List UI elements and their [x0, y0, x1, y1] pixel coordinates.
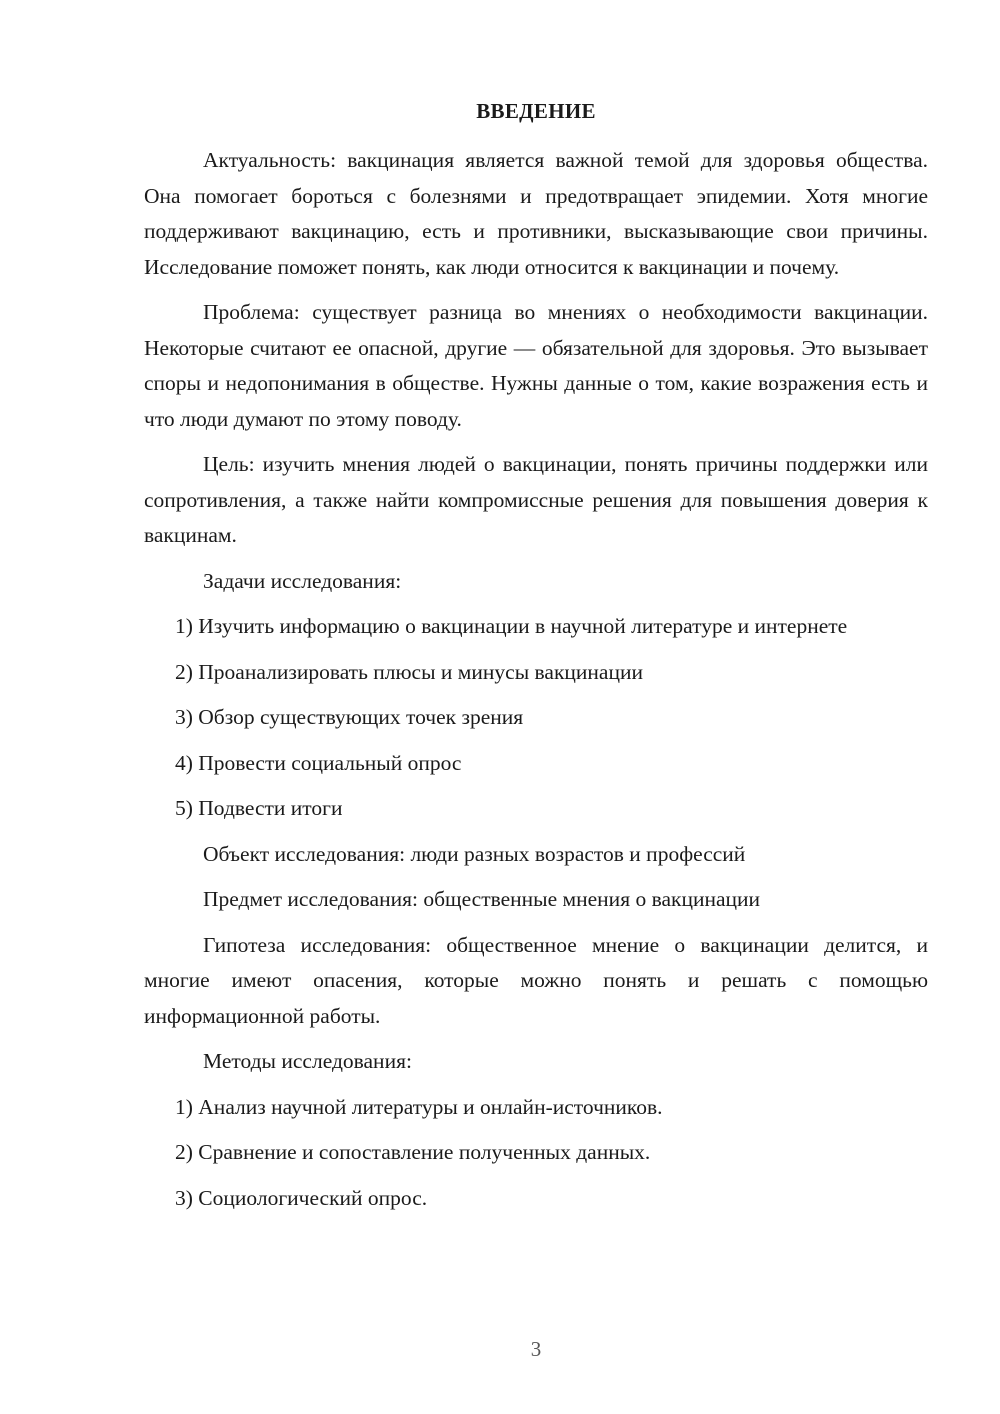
object-paragraph: Объект исследования: люди разных возрастов и профессий [203, 841, 746, 866]
list-item: 3) Социологический опрос. [175, 1185, 428, 1210]
document-page [144, 0, 928, 1414]
list-item: 2) Проанализировать плюсы и минусы вакцинации [175, 659, 643, 684]
list-item: 3) Обзор существующих точек зрения [175, 705, 524, 729]
list-item: 1) Изучить информацию о вакцинации в научной литературе и интернете [175, 614, 848, 638]
list-item: 4) Провести социальный опрос [175, 750, 462, 775]
list-item: 2) Сравнение и сопоставление полученных данных. [175, 1140, 651, 1164]
goal-paragraph: Цель: изучить мнения людей о вакцинации, понять причины поддержки или сопротивления, а также найти компромиссные решения для повышения доверия к вакцинам. [144, 452, 928, 547]
list-item: 1) Анализ научной литературы и онлайн-источников. [175, 1094, 663, 1119]
list-item: 5) Подвести итоги [175, 796, 343, 820]
page-number: 3 [530, 1337, 542, 1361]
problem-paragraph: Проблема: существует разница во мнениях о необходимости вакцинации. Некоторые считают ее опасной, другие — обязательной для здоровья. Это вызывает споры и недопонимания в обществе. Нужны данные о том, какие возражения есть и что люди думают по этому поводу. [144, 300, 928, 431]
hypothesis-paragraph: Гипотеза исследования: общественное мнение о вакцинации делится, и многие имеют опасения, которые можно понять и решать с помощью информационной работы. [144, 932, 928, 1028]
document-body [144, 143, 928, 1226]
methods-list [144, 1090, 928, 1217]
page-title: ВВЕДЕНИЕ [476, 99, 596, 123]
methods-heading: Методы исследования: [203, 1049, 412, 1073]
subject-paragraph: Предмет исследования: общественные мнения о вакцинации [203, 887, 761, 911]
tasks-heading: Задачи исследования: [203, 568, 402, 593]
tasks-list [144, 609, 928, 827]
relevance-paragraph: Актуальность: вакцинация является важной темой для здоровья общества. Она помогает бороться с болезнями и предотвращает эпидемии. Хотя многие поддерживают вакцинацию, есть и противники, высказывающие свои причины. Исследование поможет понять, как люди относится к вакцинации и почему. [144, 148, 928, 279]
